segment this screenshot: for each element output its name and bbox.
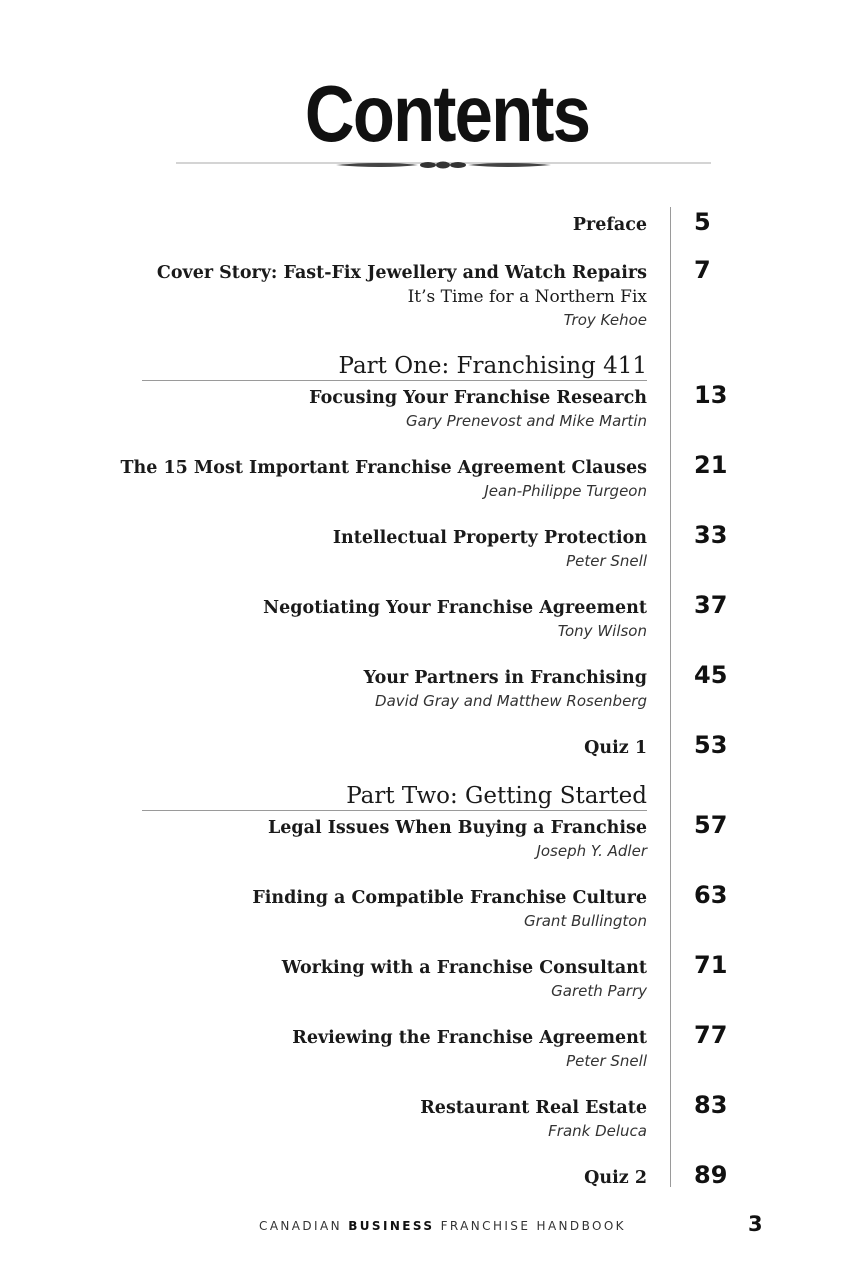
entry-author: Troy Kehoe [563,311,647,329]
toc-entry-quiz[interactable] [584,736,647,760]
entry-title: Finding a Compatible Franchise Culture [252,888,647,908]
toc-entry[interactable] [263,596,647,642]
toc-entry[interactable] [420,1096,647,1142]
entry-page-number[interactable]: 21 [694,451,728,479]
toc-entry[interactable] [309,386,647,432]
entry-page-number[interactable]: 53 [694,731,728,759]
entry-page-number[interactable]: 57 [694,811,728,839]
entry-title: Intellectual Property Protection [332,528,647,548]
entry-title: Your Partners in Franchising [363,668,647,688]
page-title: Contents [304,69,590,158]
entry-title: Preface [572,215,647,235]
entry-page-number[interactable]: 89 [694,1161,728,1189]
toc-entry[interactable] [364,666,647,712]
entry-page-number[interactable]: 45 [694,661,728,689]
entry-subtitle: It’s Time for a Northern Fix [407,287,647,307]
entry-title: Focusing Your Franchise Research [309,388,647,408]
toc-entry[interactable] [292,1026,647,1072]
part-heading: Part Two: Getting Started [142,782,647,811]
entry-title: Quiz 1 [584,738,647,758]
entry-title: The 15 Most Important Franchise Agreement Clauses [120,458,647,478]
toc-entry[interactable] [333,526,647,572]
entry-page-number[interactable]: 5 [694,208,711,236]
ornament-divider [176,157,711,173]
entry-page-number[interactable]: 63 [694,881,728,909]
entry-author: Gary Prenevost and Mike Martin [406,412,647,430]
toc-entry-quiz[interactable] [584,1166,647,1190]
toc-entry-cover-story[interactable] [157,261,647,331]
entry-page-number[interactable]: 83 [694,1091,728,1119]
folio-page-number: 3 [748,1212,763,1236]
toc-entry[interactable] [121,456,647,502]
entry-title: Quiz 2 [584,1168,647,1188]
entry-author: Peter Snell [566,552,647,570]
toc-entry[interactable] [282,956,647,1002]
entry-page-number[interactable]: 33 [694,521,728,549]
entry-author: Peter Snell [566,1052,647,1070]
page-number-rule [670,207,671,1187]
entry-author: Joseph Y. Adler [536,842,647,860]
running-footer [16,1219,853,1233]
entry-page-number[interactable]: 71 [694,951,728,979]
entry-page-number[interactable]: 37 [694,591,728,619]
entry-author: Jean-Philippe Turgeon [484,482,647,500]
entry-title: Reviewing the Franchise Agreement [292,1028,647,1048]
footer-suffix: FRANCHISE HANDBOOK [440,1219,626,1233]
entry-title: Negotiating Your Franchise Agreement [263,598,647,618]
entry-title: Legal Issues When Buying a Franchise [267,818,647,838]
toc-entry-preface[interactable] [573,213,647,237]
entry-title: Cover Story: Fast-Fix Jewellery and Watch Repairs [156,263,647,283]
footer-prefix: CANADIAN [259,1219,342,1233]
footer-brand: BUSINESS [348,1219,435,1233]
entry-author: Frank Deluca [548,1122,647,1140]
entry-page-number[interactable]: 77 [694,1021,728,1049]
entry-page-number[interactable]: 13 [694,381,728,409]
entry-author: Tony Wilson [557,622,647,640]
entry-title: Restaurant Real Estate [420,1098,647,1118]
entry-author: David Gray and Matthew Rosenberg [375,692,647,710]
toc-entry[interactable] [268,816,647,862]
entry-page-number[interactable]: 7 [694,256,711,284]
toc-entry[interactable] [252,886,647,932]
entry-author: Grant Bullington [523,912,647,930]
part-heading: Part One: Franchising 411 [142,352,647,381]
entry-title: Working with a Franchise Consultant [281,958,647,978]
entry-author: Gareth Parry [551,982,647,1000]
